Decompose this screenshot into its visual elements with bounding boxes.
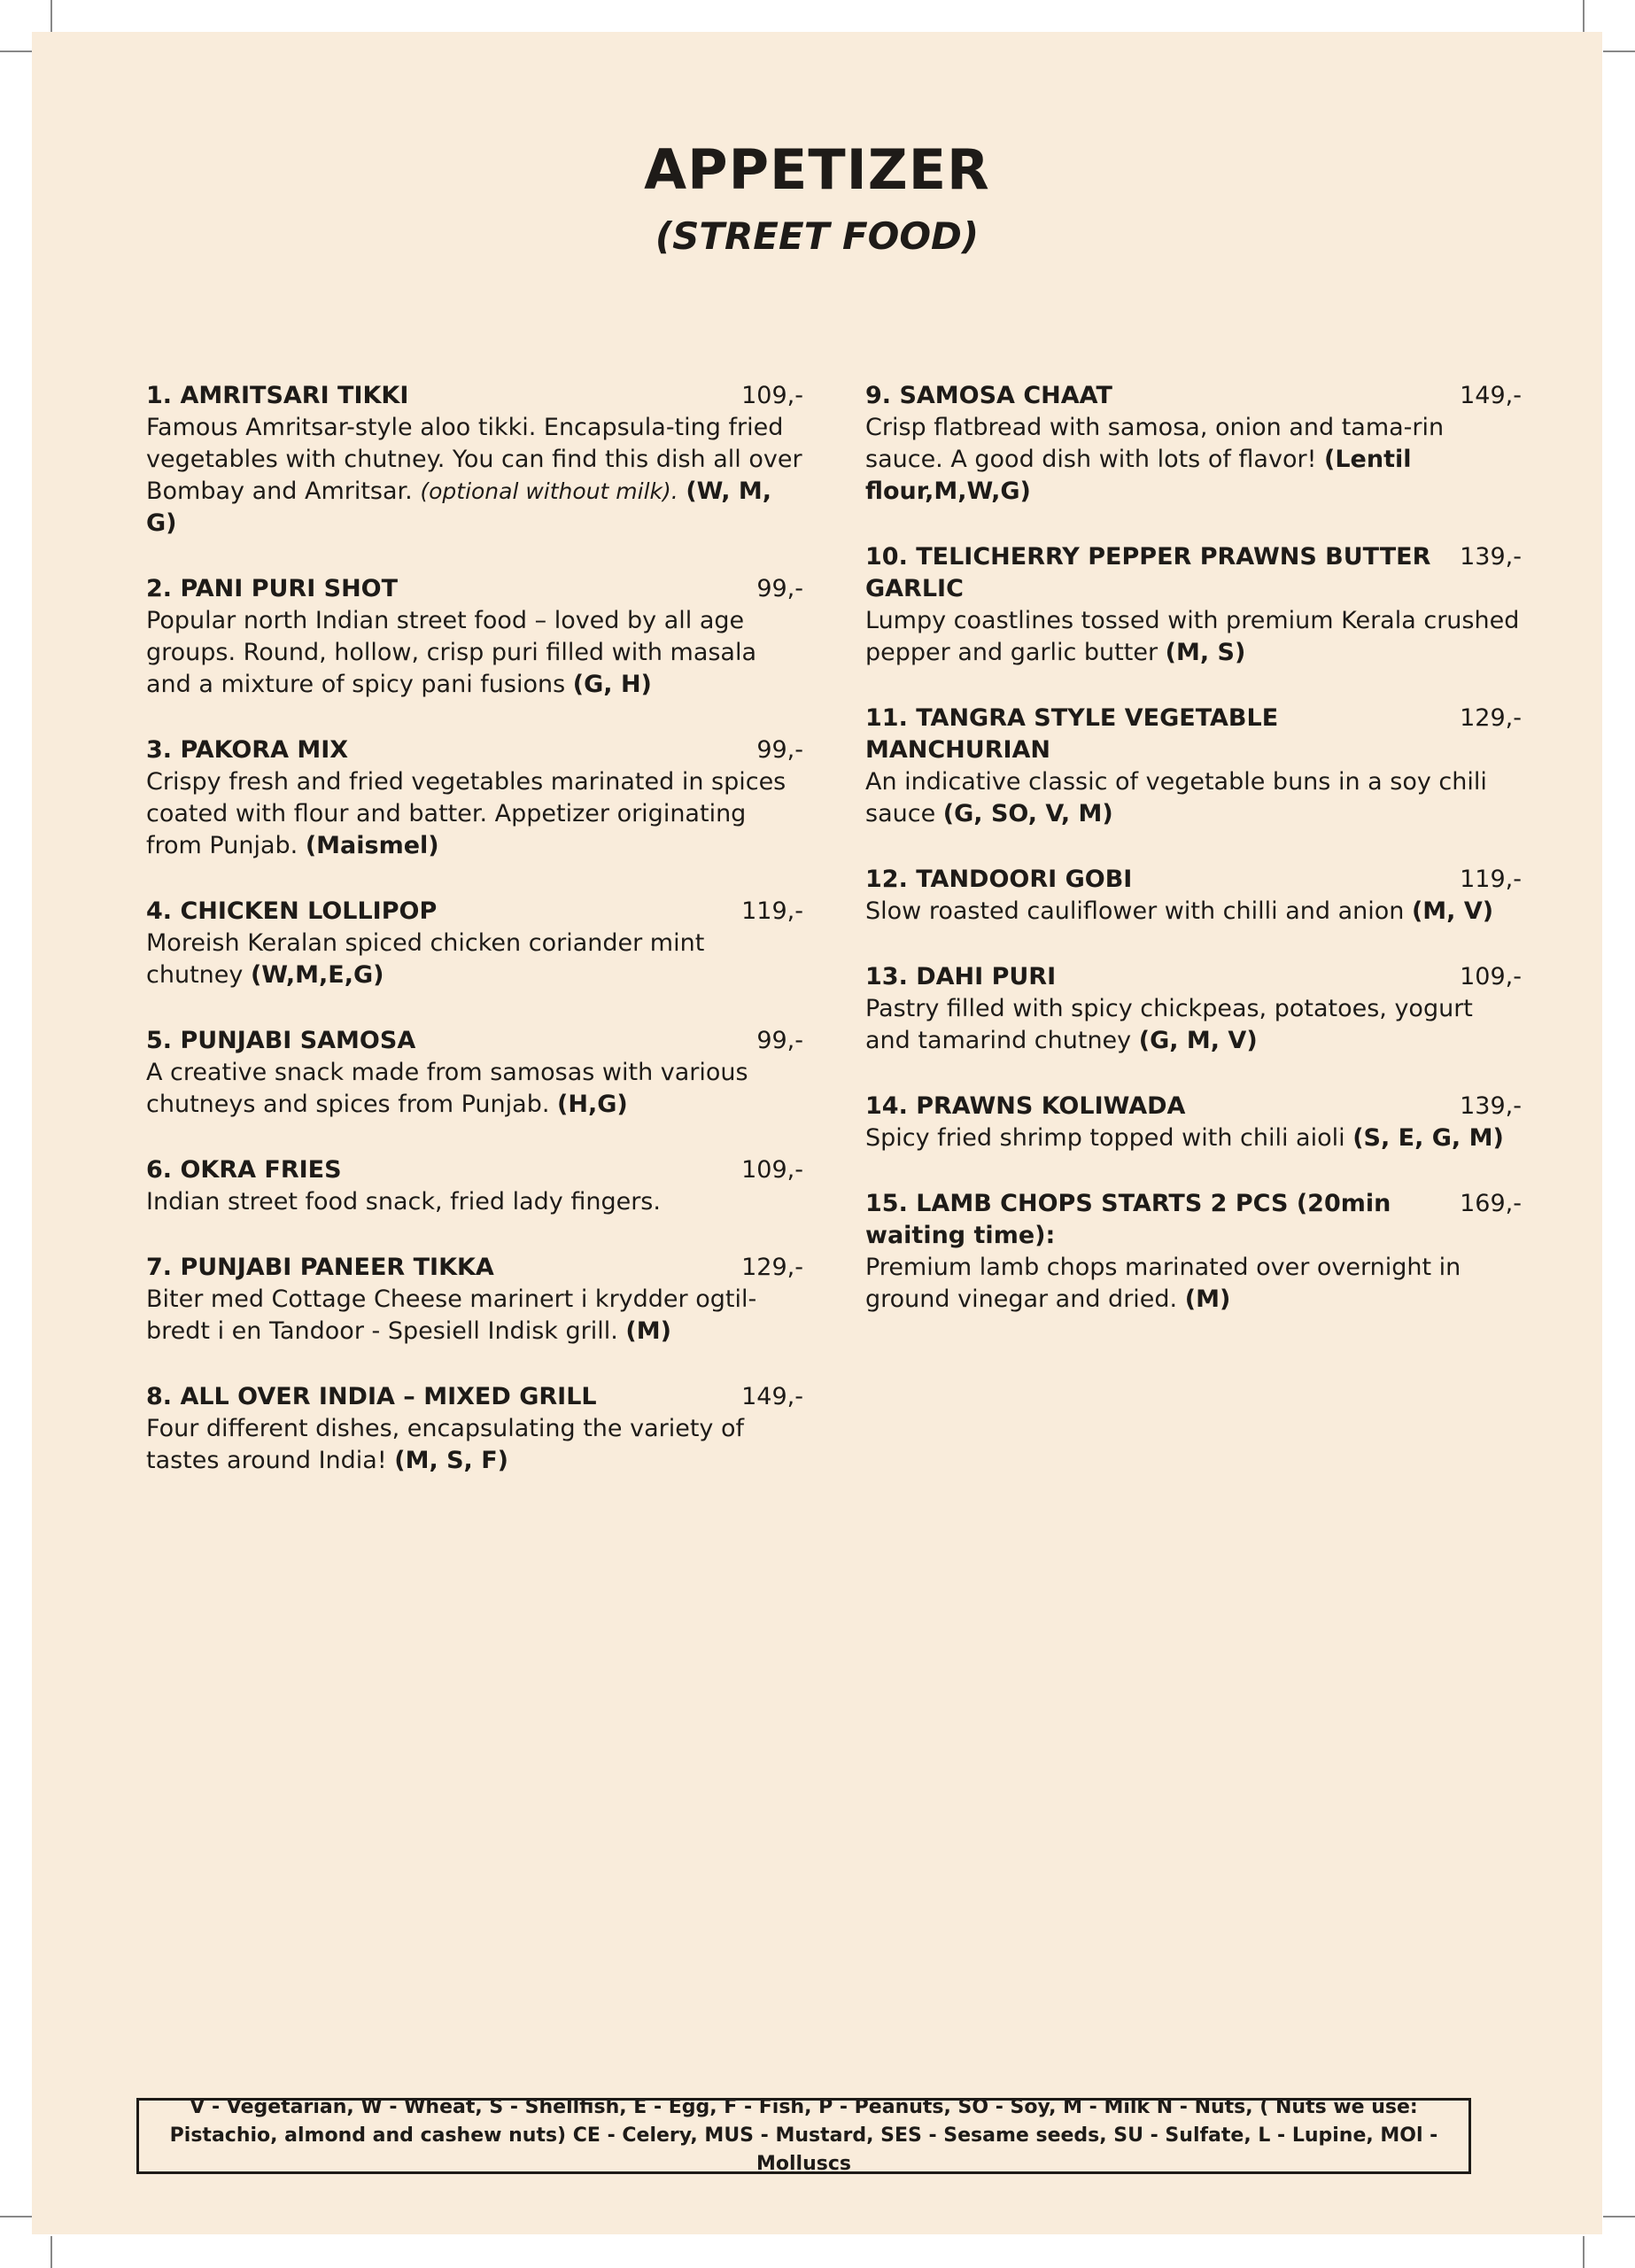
menu-item-price: 119,- [741, 897, 803, 925]
menu-item-name: 12. TANDOORI GOBI [865, 866, 1133, 893]
menu-item-description-text: Biter med Cottage Cheese marinert i krydder ogtil-bredt i en Tandoor - Spesiell Indisk grill. [146, 1285, 757, 1345]
menu-item-description-text: Famous Amritsar-style aloo tikki. Encapsula-ting fried vegetables with chutney. You can find this dish all over Bombay and Amritsar. [146, 414, 802, 505]
menu-item [865, 1091, 1522, 1154]
menu-item-description [146, 928, 803, 991]
title-block [32, 136, 1602, 262]
menu-item-name: 10. TELICHERRY PEPPER PRAWNS BUTTER GARLIC [865, 543, 1431, 602]
menu-item-description [865, 605, 1522, 669]
menu-item-description [146, 412, 803, 540]
menu-item-description-text: Pastry filled with spicy chickpeas, potatoes, yogurt and tamarind chutney [865, 995, 1473, 1054]
crop-mark [50, 0, 52, 32]
menu-item-header [865, 961, 1522, 993]
menu-item-description-text: Four different dishes, encapsulating the variety of tastes around India! [146, 1415, 744, 1474]
crop-mark [50, 2236, 52, 2268]
menu-item-allergen-tags: (G, M, V) [1138, 1027, 1258, 1054]
menu-item-allergen-tags: (Lentil flour,M,W,G) [865, 446, 1412, 505]
menu-page [32, 32, 1602, 2234]
menu-item-description-text: Crispy fresh and fried vegetables marinated in spices coated with flour and batter. Appetizer originating from Punjab. [146, 768, 787, 859]
menu-item-allergen-tags: (W,M,E,G) [250, 961, 384, 989]
menu-item [146, 1381, 803, 1477]
menu-item-description-text: Premium lamb chops marinated over overnight in ground vinegar and dried. [865, 1254, 1461, 1313]
menu-item-price: 149,- [1460, 382, 1522, 409]
menu-item-price: 109,- [1460, 963, 1522, 990]
menu-column-right [865, 380, 1522, 1349]
menu-item-allergen-tags: (S, E, G, M) [1352, 1124, 1504, 1152]
menu-item-allergen-tags: (M, S) [1165, 639, 1246, 666]
menu-item-header [865, 541, 1522, 605]
menu-item [146, 734, 803, 862]
menu-item-price: 129,- [741, 1254, 803, 1281]
menu-item-description [146, 1186, 803, 1218]
menu-item-name: 9. SAMOSA CHAAT [865, 382, 1112, 409]
menu-item [146, 1154, 803, 1218]
menu-item-name: 5. PUNJABI SAMOSA [146, 1027, 416, 1054]
menu-item-description-text: A creative snack made from samosas with various chutneys and spices from Punjab. [146, 1059, 748, 1118]
menu-item-header [146, 573, 803, 605]
menu-item-price: 149,- [741, 1383, 803, 1410]
menu-column-left [146, 380, 803, 1511]
menu-item-price: 99,- [756, 1027, 803, 1054]
menu-item-description-text: Lumpy coastlines tossed with premium Kerala crushed pepper and garlic butter [865, 607, 1520, 666]
menu-item-description-text: Spicy fried shrimp topped with chili aioli [865, 1124, 1345, 1152]
menu-item-header [146, 1154, 803, 1186]
menu-item-header [146, 734, 803, 766]
menu-item-header [146, 380, 803, 412]
menu-item-description [865, 896, 1522, 928]
menu-item-name: 4. CHICKEN LOLLIPOP [146, 897, 438, 925]
menu-item-name: 14. PRAWNS KOLIWADA [865, 1092, 1186, 1120]
allergen-legend-text: V - Vegetarian, W - Wheat, S - Shellfish, E - Egg, F - Fish, P - Peanuts, SO - Soy, M - Milk N - Nuts, ( Nuts we use: Pistachio, almond and cashew nuts) CE - Celery, MUS - Mustard, SES - Sesame seeds, SU - Sulfate, L - Lupine, MOl - Molluscs [169, 2096, 1438, 2175]
menu-item-allergen-tags: (W, M, G) [146, 478, 772, 537]
allergen-legend [136, 2098, 1471, 2174]
menu-item [865, 380, 1522, 508]
menu-item-description-text: Popular north Indian street food – loved by all age groups. Round, hollow, crisp puri filled with masala and a mixture of spicy pani fusions [146, 607, 757, 698]
menu-item-description [865, 1252, 1522, 1316]
menu-item-description [146, 766, 803, 862]
menu-item-name: 11. TANGRA STYLE VEGETABLE MANCHURIAN [865, 704, 1279, 764]
menu-item-name: 2. PANI PURI SHOT [146, 575, 399, 602]
menu-item-name: 13. DAHI PURI [865, 963, 1057, 990]
menu-item-allergen-tags: (Maismel) [305, 832, 439, 859]
crop-mark [1583, 2236, 1585, 2268]
menu-item [865, 864, 1522, 928]
menu-item-price: 119,- [1460, 866, 1522, 893]
menu-item-description [865, 412, 1522, 508]
menu-item-price: 109,- [741, 382, 803, 409]
menu-item-header [865, 703, 1522, 766]
menu-item-header [865, 864, 1522, 896]
menu-item [865, 541, 1522, 669]
menu-item-description [865, 766, 1522, 830]
menu-item-allergen-tags: (M, V) [1411, 897, 1494, 925]
menu-item-description [865, 1122, 1522, 1154]
menu-item-description [865, 993, 1522, 1057]
menu-item-description [146, 1284, 803, 1348]
page-title: APPETIZER [644, 137, 990, 202]
crop-mark [1583, 0, 1585, 32]
menu-item-header [146, 896, 803, 928]
menu-item-name: 6. OKRA FRIES [146, 1156, 342, 1184]
menu-item-price: 139,- [1460, 1092, 1522, 1120]
menu-item-name: 1. AMRITSARI TIKKI [146, 382, 409, 409]
crop-mark [0, 2216, 32, 2218]
menu-item-description-text: An indicative classic of vegetable buns in a soy chili sauce [865, 768, 1487, 827]
menu-item-price: 99,- [756, 736, 803, 764]
menu-item-allergen-tags: (G, H) [572, 671, 652, 698]
menu-item-name: 8. ALL OVER INDIA – MIXED GRILL [146, 1383, 597, 1410]
crop-mark [1603, 2216, 1635, 2218]
menu-item [146, 1252, 803, 1348]
menu-item-allergen-tags: (G, SO, V, M) [942, 800, 1113, 827]
menu-item-description [146, 1413, 803, 1477]
menu-item [146, 380, 803, 540]
menu-item-allergen-tags: (M) [625, 1317, 671, 1345]
menu-item-price: 109,- [741, 1156, 803, 1184]
menu-item-description [146, 1057, 803, 1121]
menu-item [865, 961, 1522, 1057]
menu-item [146, 896, 803, 991]
menu-item-optional-note: (optional without milk). [420, 478, 678, 504]
crop-mark [1603, 50, 1635, 52]
menu-item-description-text: Moreish Keralan spiced chicken coriander mint chutney [146, 929, 705, 989]
menu-item-header [865, 1188, 1522, 1252]
menu-item-price: 99,- [756, 575, 803, 602]
menu-item [865, 703, 1522, 830]
menu-item-name: 15. LAMB CHOPS STARTS 2 PCS (20min waiting time): [865, 1190, 1391, 1249]
menu-item [146, 573, 803, 701]
menu-item-header [146, 1381, 803, 1413]
menu-item [865, 1188, 1522, 1316]
crop-mark [0, 50, 32, 52]
menu-item-allergen-tags: (H,G) [557, 1091, 628, 1118]
menu-item-description-text: Crisp flatbread with samosa, onion and tama-rin sauce. A good dish with lots of flavor! [865, 414, 1445, 473]
menu-item-header [146, 1252, 803, 1284]
page-subtitle: (STREET FOOD) [655, 214, 980, 258]
menu-item-description [146, 605, 803, 701]
menu-item-name: 3. PAKORA MIX [146, 736, 349, 764]
menu-item-price: 129,- [1460, 704, 1522, 732]
menu-item-price: 139,- [1460, 543, 1522, 571]
menu-item-header [865, 380, 1522, 412]
menu-item-description-text: Slow roasted cauliflower with chilli and anion [865, 897, 1405, 925]
menu-item-header [865, 1091, 1522, 1122]
menu-item-header [146, 1025, 803, 1057]
menu-item-allergen-tags: (M, S, F) [394, 1447, 509, 1474]
menu-item-price: 169,- [1460, 1190, 1522, 1217]
menu-item [146, 1025, 803, 1121]
menu-item-name: 7. PUNJABI PANEER TIKKA [146, 1254, 494, 1281]
menu-item-description-text: Indian street food snack, fried lady fingers. [146, 1188, 661, 1216]
menu-item-allergen-tags: (M) [1184, 1285, 1231, 1313]
